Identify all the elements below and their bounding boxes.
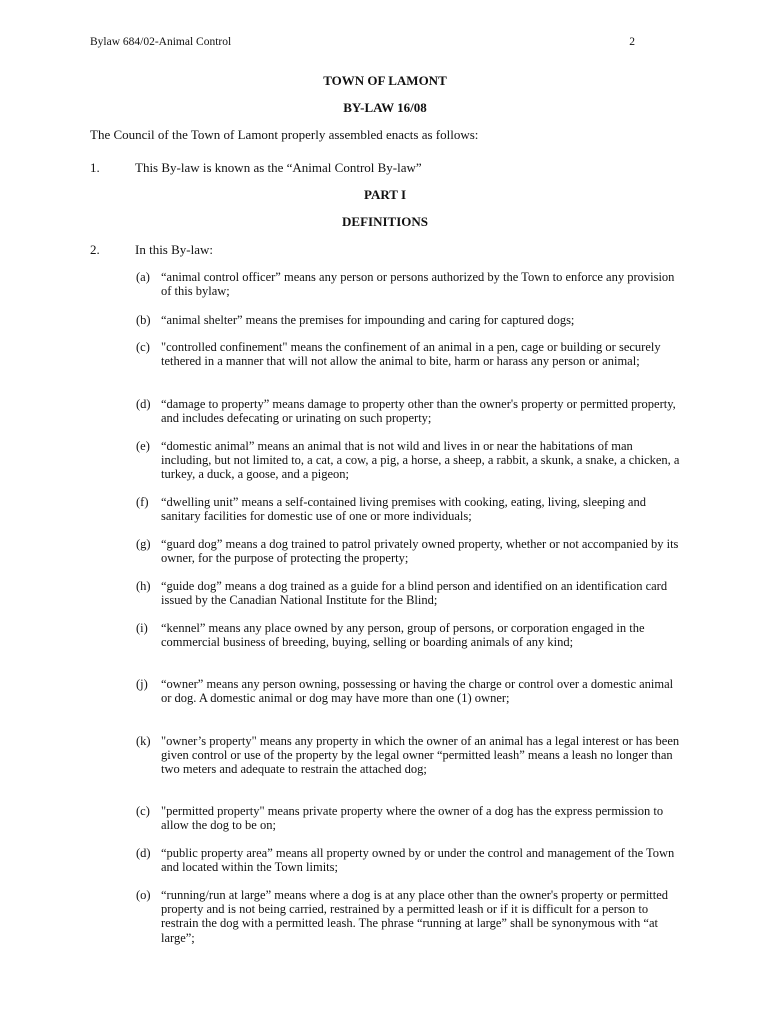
definition-text: “public property area” means all property owned by or under the control and management of the Town and located within the Town limits; <box>161 846 675 875</box>
running-header <box>90 36 635 48</box>
definition-label: (a) <box>136 270 150 284</box>
definition-label: (o) <box>136 888 151 902</box>
page-number: 2 <box>629 36 635 48</box>
definition-item <box>136 495 686 523</box>
document-title: TOWN OF LAMONT <box>323 73 447 88</box>
definition-text: “owner” means any person owning, possessing or having the charge or control over a domestic animal or dog. A domestic animal or dog may have more than one (1) owner; <box>161 677 674 706</box>
definition-item <box>136 340 686 368</box>
definition-item <box>136 313 686 327</box>
section-2 <box>90 242 213 258</box>
definition-item <box>136 397 686 425</box>
definition-text: “dwelling unit” means a self-contained living premises with cooking, eating, living, sleeping and sanitary facilities for domestic use of one or more individuals; <box>161 495 646 524</box>
definition-item <box>136 439 686 482</box>
definition-text: “guard dog” means a dog trained to patrol privately owned property, whether or not accompanied by its owner, for the purpose of protecting the property; <box>161 537 679 566</box>
intro-paragraph: The Council of the Town of Lamont properly assembled enacts as follows: <box>90 127 479 142</box>
section-2-text: In this By-law: <box>135 242 213 257</box>
definition-item <box>136 888 686 945</box>
definition-text: "controlled confinement" means the confinement of an animal in a pen, cage or building or securely tethered in a manner that will not allow the animal to bite, harm or harass any person or animal; <box>161 340 661 369</box>
definition-text: "permitted property" means private property where the owner of a dog has the express permission to allow the dog to be on; <box>161 804 664 833</box>
definition-item <box>136 804 686 832</box>
definition-label: (d) <box>136 846 151 860</box>
definition-item <box>136 677 686 705</box>
definition-text: “running/run at large” means where a dog is at any place other than the owner's property or permitted property and is not being carried, restrained by a permitted leash or if it is difficult for a person to restrain the dog with a permitted leash. The phrase “running at large” shall be synonymous with “at large”; <box>161 888 669 945</box>
definition-label: (e) <box>136 439 150 453</box>
definition-item <box>136 537 686 565</box>
definition-text: “domestic animal” means an animal that is not wild and lives in or near the habitations of man including, but not limited to, a cat, a cow, a pig, a horse, a sheep, a rabbit, a skunk, a snake, a chicken, a turkey, a duck, a goose, and a pigeon; <box>161 439 680 482</box>
section-2-number: 2. <box>90 242 100 257</box>
definition-text: "owner’s property" means any property in which the owner of an animal has a legal interest or has been given control or use of the property by the legal owner “permitted leash” means a leash no longer than two meters and adequate to restrain the attached dog; <box>161 734 680 777</box>
definition-label: (b) <box>136 313 151 327</box>
definition-text: “guide dog” means a dog trained as a guide for a blind person and identified on an identification card issued by the Canadian National Institute for the Blind; <box>161 579 668 608</box>
definition-label: (f) <box>136 495 149 509</box>
definition-label: (c) <box>136 340 150 354</box>
definition-item <box>136 270 686 298</box>
definition-label: (i) <box>136 621 148 635</box>
definition-item <box>136 846 686 874</box>
definition-text: “kennel” means any place owned by any person, group of persons, or corporation engaged in the commercial business of breeding, buying, selling or boarding animals of any kind; <box>161 621 645 650</box>
definition-label: (d) <box>136 397 151 411</box>
section-1-text: This By-law is known as the “Animal Control By-law” <box>135 160 422 175</box>
definition-label: (j) <box>136 677 148 691</box>
part-title: DEFINITIONS <box>342 214 428 229</box>
definition-text: “animal control officer” means any person or persons authorized by the Town to enforce any provision of this bylaw; <box>161 270 675 299</box>
definition-item <box>136 621 686 649</box>
definition-label: (g) <box>136 537 151 551</box>
bylaw-number: BY-LAW 16/08 <box>343 100 427 115</box>
definition-item <box>136 579 686 607</box>
header-bylaw-reference: Bylaw 684/02-Animal Control <box>90 36 232 48</box>
definition-label: (c) <box>136 804 150 818</box>
definition-label: (k) <box>136 734 151 748</box>
part-heading: PART I <box>363 187 407 202</box>
definition-text: “damage to property” means damage to property other than the owner's property or permitted property, and includes defecating or urinating on such property; <box>161 397 676 426</box>
section-1 <box>90 160 422 176</box>
section-1-number: 1. <box>90 160 100 175</box>
definition-item <box>136 734 686 777</box>
definition-label: (h) <box>136 579 151 593</box>
definition-text: “animal shelter” means the premises for impounding and caring for captured dogs; <box>161 313 575 327</box>
